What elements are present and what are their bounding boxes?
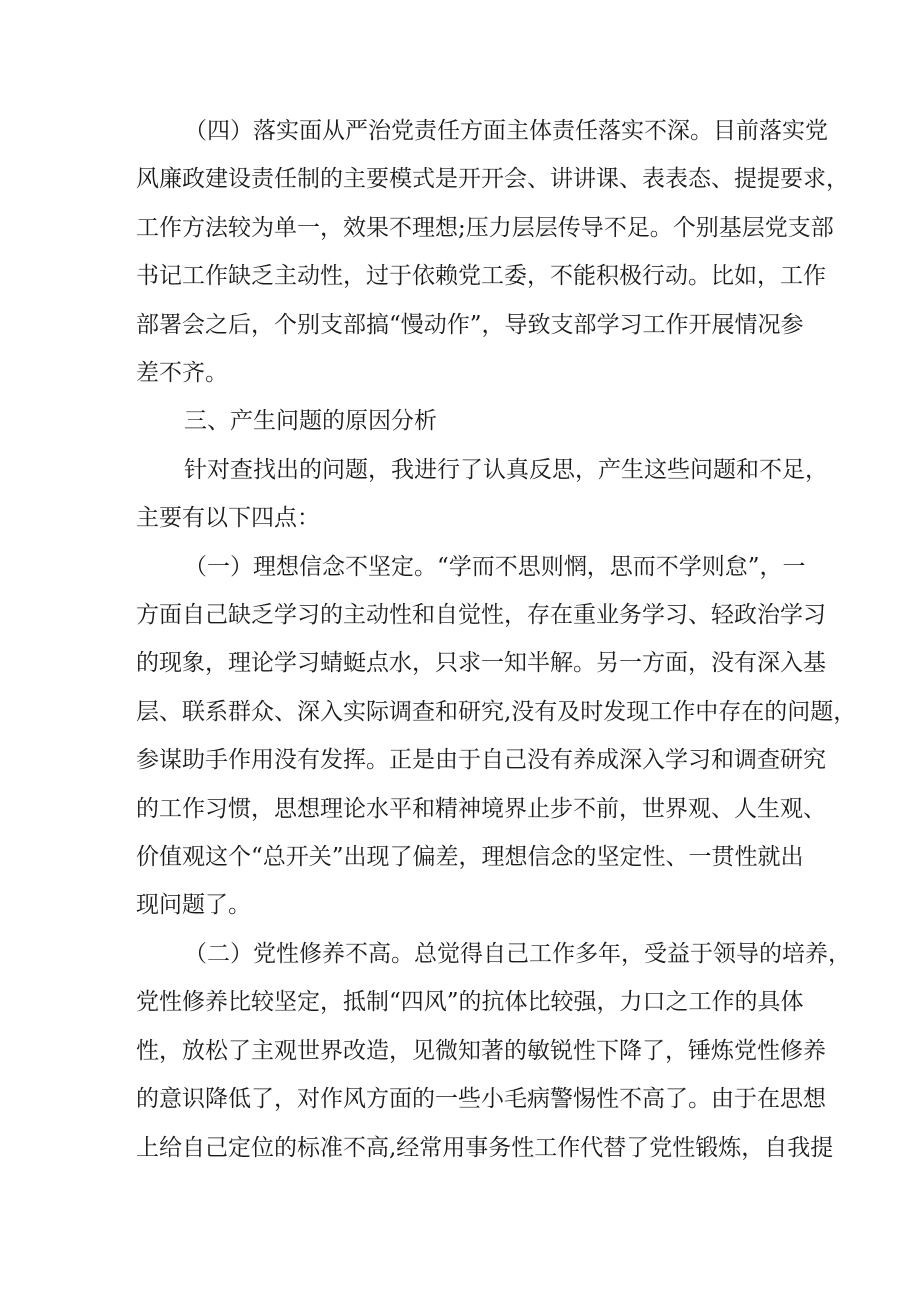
text-line: 部署会之后，个别支部搞“慢动作”，导致支部学习工作开展情况参 xyxy=(136,312,804,338)
text-line: （二）党性修养不高。总觉得自己工作多年，受益于领导的培养， xyxy=(184,941,851,967)
section-heading: 三、产生问题的原因分析 xyxy=(184,408,437,434)
text-line: 风廉政建设责任制的主要模式是开开会、讲讲课、表表态、提提要求， xyxy=(136,166,849,192)
text-line: （四）落实面从严治党责任方面主体责任落实不深。目前落实党 xyxy=(184,118,828,144)
text-line: 书记工作缺乏主动性，过于依赖党工委，不能积极行动。比如，工作 xyxy=(136,263,826,289)
text-line: 价值观这个“总开关”出现了偏差，理想信念的坚定性、一贯性就出 xyxy=(136,844,804,870)
text-line: 党性修养比较坚定，抵制“四风”的抗体比较强，力口之工作的具体 xyxy=(136,989,804,1015)
text-line: 方面自己缺乏学习的主动性和自觉性，存在重业务学习、轻政治学习 xyxy=(136,602,826,628)
text-line: 的意识降低了，对作风方面的一些小毛病警惕性不高了。由于在思想 xyxy=(136,1086,826,1112)
text-line: 上给自己定位的标准不高,经常用事务性工作代替了党性锻炼，自我提 xyxy=(136,1135,834,1161)
text-line: 差不齐。 xyxy=(136,360,228,386)
text-line: 现问题了。 xyxy=(136,892,251,918)
text-line: 针对查找出的问题，我进行了认真反思，产生这些问题和不足， xyxy=(184,457,828,483)
text-line: 工作方法较为单一，效果不理想;压力层层传导不足。个别基层党支部 xyxy=(136,215,834,241)
text-line: 层、联系群众、深入实际调查和研究,没有及时发现工作中存在的问题， xyxy=(136,699,857,725)
text-line: 的工作习惯，思想理论水平和精神境界止步不前，世界观、人生观、 xyxy=(136,796,826,822)
text-line: 主要有以下四点： xyxy=(136,505,320,531)
text-line: 的现象，理论学习蜻蜓点水，只求一知半解。另一方面，没有深入基 xyxy=(136,650,826,676)
text-line: （一）理想信念不坚定。“学而不思则惘，思而不学则怠”，一 xyxy=(184,554,806,580)
text-line: 参谋助手作用没有发挥。正是由于自己没有养成深入学习和调查研究 xyxy=(136,747,826,773)
text-line: 性，放松了主观世界改造，见微知著的敏锐性下降了，锤炼党性修养 xyxy=(136,1038,826,1064)
